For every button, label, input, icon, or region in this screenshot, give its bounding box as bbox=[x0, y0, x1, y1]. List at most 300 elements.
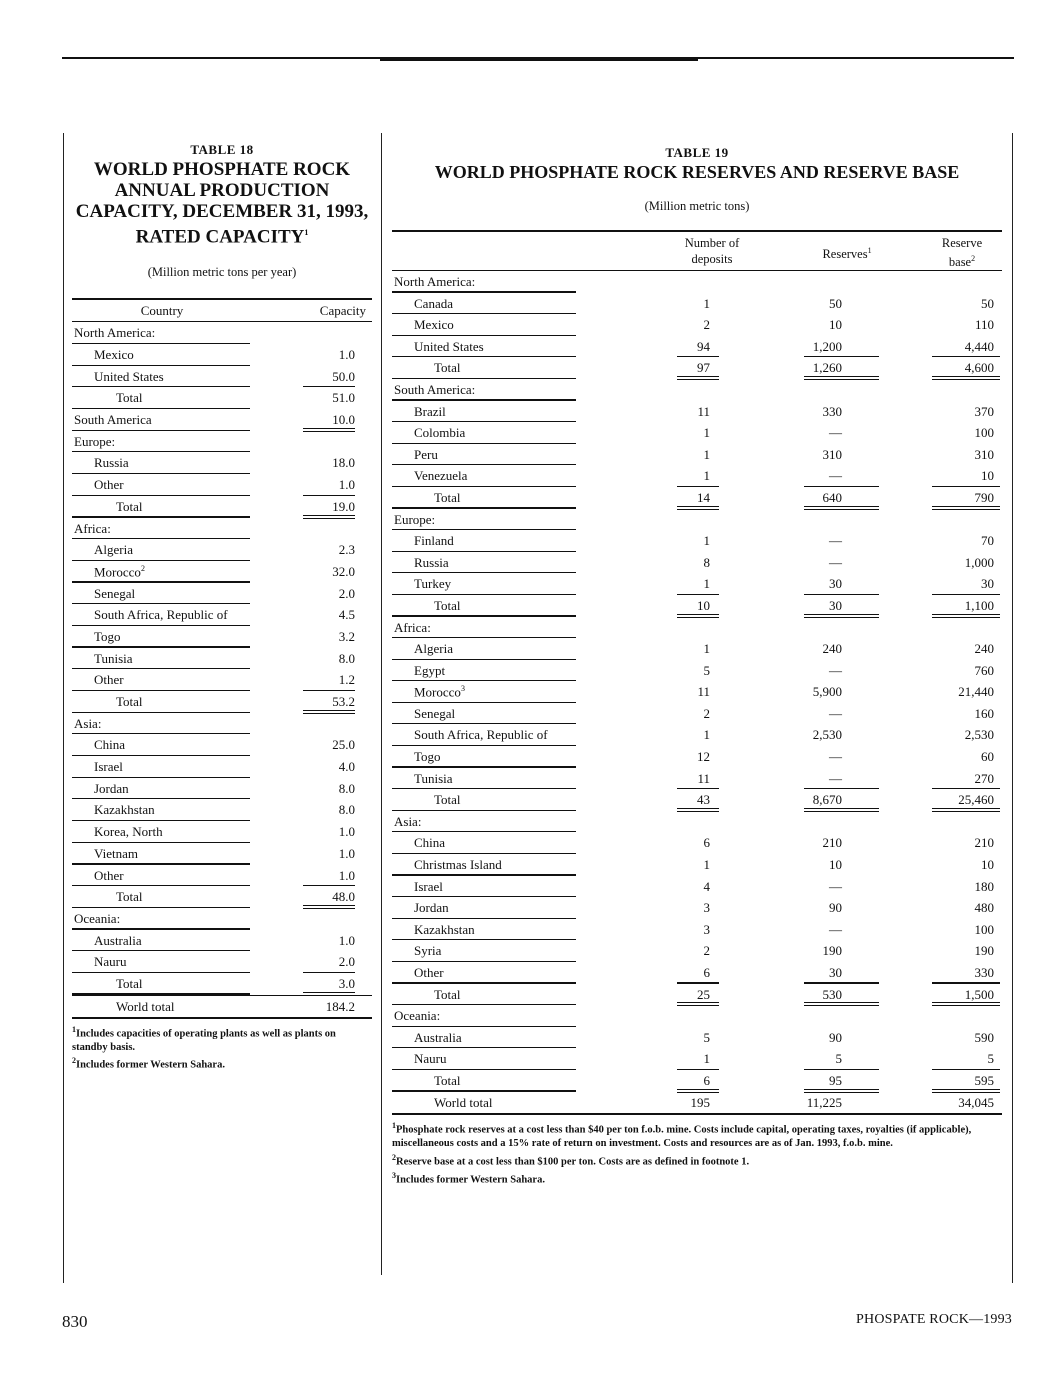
footnote-marker: 2 bbox=[392, 1152, 396, 1162]
row-label bbox=[414, 943, 441, 959]
reserve-base-value: 100 bbox=[974, 425, 994, 441]
row-label bbox=[94, 651, 133, 667]
row-label-text: Russia bbox=[94, 455, 129, 471]
capacity-value: 1.2 bbox=[338, 672, 355, 688]
row-label-text: Total bbox=[116, 975, 143, 991]
reserves-value: 30 bbox=[829, 965, 842, 980]
reserves-value: — bbox=[829, 770, 842, 786]
row-label bbox=[116, 976, 143, 992]
reserves-value: 30 bbox=[829, 576, 842, 592]
deposits-value: 1 bbox=[703, 425, 710, 441]
row-label bbox=[74, 716, 101, 732]
header-capacity: Capacity bbox=[319, 302, 366, 318]
header-reserve-base: Reserve base$^2$ bbox=[941, 236, 983, 270]
table-row bbox=[392, 552, 1002, 574]
reserve-base-value: 1,100 bbox=[964, 597, 994, 613]
table-row bbox=[392, 1070, 1002, 1092]
row-label-text: Jordan bbox=[94, 780, 129, 796]
row-label bbox=[94, 802, 155, 818]
footnote-text: Reserve base at a cost less than $100 per ton. Costs are as defined in footnote 1. bbox=[396, 1156, 750, 1168]
row-label-text: Kazakhstan bbox=[94, 802, 155, 818]
reserves-value: 50 bbox=[829, 295, 842, 311]
row-label-text: Egypt bbox=[414, 662, 446, 678]
reserve-base-value: 34,045 bbox=[958, 1094, 994, 1110]
reserves-value: — bbox=[829, 533, 842, 549]
deposits-value: 11 bbox=[697, 684, 710, 700]
table-row bbox=[72, 669, 372, 691]
row-label-text: Total bbox=[434, 360, 461, 376]
table-row bbox=[72, 843, 372, 865]
row-label-text: Europe: bbox=[74, 433, 116, 449]
table-row bbox=[392, 984, 1002, 1006]
reserves-value: 1,260 bbox=[812, 360, 842, 376]
reserve-base-value: 110 bbox=[974, 317, 994, 333]
table-row bbox=[72, 518, 372, 540]
footnote-text: Phosphate rock reserves at a cost less than $40 per ton f.o.b. mine. Costs include capital, operating taxes, royalties (if applicable), miscellaneous costs and a 15% rate of return on investment. Costs and resources are as of Jan. 1993, f.o.b. mine. bbox=[392, 1124, 972, 1150]
reserve-base-value: 310 bbox=[974, 446, 994, 462]
table-18-title-line: ANNUAL PRODUCTION bbox=[114, 180, 330, 201]
table-row bbox=[392, 789, 1002, 811]
footnote bbox=[392, 1169, 1002, 1187]
row-label-text: Mexico bbox=[414, 317, 454, 333]
row-label-text: Other bbox=[94, 672, 124, 688]
reserve-base-value: 5 bbox=[987, 1051, 994, 1067]
deposits-value: 14 bbox=[697, 489, 710, 505]
table-19-body bbox=[392, 271, 1002, 1115]
row-label-text: World total bbox=[434, 1094, 493, 1110]
table-row bbox=[392, 919, 1002, 941]
row-label bbox=[414, 533, 454, 549]
table-row bbox=[392, 1048, 1002, 1070]
reserve-base-value: 760 bbox=[974, 662, 994, 678]
left-margin-rule bbox=[63, 133, 64, 1283]
reserves-value: 190 bbox=[822, 943, 842, 959]
capacity-value: 25.0 bbox=[332, 737, 355, 753]
table-19-unit: (Million metric tons) bbox=[644, 199, 750, 213]
row-label-text: Asia: bbox=[394, 813, 422, 829]
capacity-value: 10.0 bbox=[332, 412, 355, 428]
table-row bbox=[72, 713, 372, 735]
row-label bbox=[94, 868, 124, 884]
table-18-title-line: WORLD PHOSPHATE ROCK bbox=[93, 159, 351, 180]
table-row bbox=[392, 573, 1002, 595]
table-row bbox=[392, 638, 1002, 660]
row-label-text: Mexico bbox=[94, 347, 134, 363]
row-label-text: Nauru bbox=[94, 954, 127, 970]
capacity-value: 19.0 bbox=[332, 498, 355, 514]
row-label-text: North America: bbox=[394, 274, 476, 289]
reserve-base-value: 4,600 bbox=[964, 360, 994, 376]
row-label bbox=[74, 521, 111, 537]
table-row bbox=[72, 778, 372, 800]
row-label bbox=[94, 824, 163, 840]
row-label bbox=[414, 684, 465, 700]
row-label bbox=[116, 499, 143, 515]
table-18-unit: (Million metric tons per year) bbox=[147, 265, 297, 280]
row-label bbox=[414, 857, 502, 873]
table-row bbox=[392, 1005, 1002, 1027]
row-label bbox=[94, 846, 138, 862]
table-18-number: TABLE 18 bbox=[190, 142, 254, 157]
row-label bbox=[414, 468, 467, 484]
row-label-text: Total bbox=[116, 390, 143, 406]
row-label-text: Finland bbox=[414, 533, 454, 549]
row-label-text: China bbox=[94, 737, 126, 753]
row-label bbox=[94, 759, 123, 775]
capacity-value: 8.0 bbox=[338, 802, 355, 818]
row-label bbox=[434, 490, 461, 506]
table-row bbox=[72, 908, 372, 930]
reserves-value: 11,225 bbox=[806, 1094, 842, 1110]
reserve-base-value: 370 bbox=[974, 403, 994, 419]
row-label bbox=[394, 274, 475, 290]
row-label-text: Jordan bbox=[414, 900, 449, 916]
capacity-value: 4.0 bbox=[338, 759, 355, 775]
row-label bbox=[434, 987, 461, 1003]
row-label bbox=[414, 641, 453, 657]
deposits-value: 10 bbox=[697, 597, 710, 613]
deposits-value: 2 bbox=[703, 705, 710, 721]
reserves-value: 530 bbox=[822, 986, 842, 1002]
row-label-text: Australia bbox=[94, 932, 142, 948]
reserves-value: 640 bbox=[822, 489, 842, 505]
column-divider-rule bbox=[381, 133, 382, 1275]
row-label bbox=[94, 607, 228, 623]
capacity-value: 4.5 bbox=[338, 607, 355, 623]
table-row bbox=[72, 648, 372, 670]
capacity-value: 2.3 bbox=[338, 542, 355, 558]
row-label-text: Colombia bbox=[414, 425, 466, 441]
row-label bbox=[414, 663, 445, 679]
reserve-base-value: 270 bbox=[974, 770, 994, 786]
deposits-value: 12 bbox=[697, 749, 710, 765]
row-label-text: Total bbox=[434, 792, 461, 808]
row-label-text: Nauru bbox=[414, 1051, 447, 1067]
deposits-value: 2 bbox=[703, 317, 710, 333]
deposits-value: 1 bbox=[703, 641, 710, 657]
reserve-base-value: 50 bbox=[981, 295, 994, 311]
table-18-body bbox=[72, 322, 372, 1019]
table-row bbox=[72, 431, 372, 453]
deposits-value: 1 bbox=[703, 446, 710, 462]
reserve-base-value: 210 bbox=[974, 835, 994, 851]
row-label bbox=[394, 512, 435, 528]
row-label bbox=[94, 347, 134, 363]
table-row bbox=[72, 886, 372, 908]
deposits-value: 11 bbox=[697, 403, 710, 419]
footnote-marker: 2 bbox=[72, 1055, 76, 1065]
row-label-text: Total bbox=[434, 1072, 461, 1088]
row-label bbox=[414, 555, 449, 571]
row-label-text: North America: bbox=[74, 325, 156, 341]
table-row bbox=[392, 703, 1002, 725]
row-label bbox=[414, 900, 449, 916]
capacity-value: 50.0 bbox=[332, 368, 355, 384]
row-label bbox=[74, 911, 120, 927]
row-label-text: Total bbox=[434, 986, 461, 1002]
reserves-value: 95 bbox=[829, 1072, 842, 1088]
row-label-text: United States bbox=[414, 338, 484, 354]
row-label-text: Peru bbox=[414, 446, 438, 462]
capacity-value: 8.0 bbox=[338, 650, 355, 666]
table-18-title bbox=[72, 159, 372, 247]
footnote-marker: 1 bbox=[72, 1025, 76, 1035]
row-label-text: Morocco bbox=[94, 564, 141, 580]
table-18-footnotes bbox=[72, 1023, 372, 1071]
deposits-value: 1 bbox=[703, 1051, 710, 1067]
table-row bbox=[72, 951, 372, 973]
row-label bbox=[116, 889, 143, 905]
reserves-value: 90 bbox=[829, 1029, 842, 1045]
table-row bbox=[72, 452, 372, 474]
reserve-base-value: 60 bbox=[981, 749, 994, 765]
row-label bbox=[414, 447, 438, 463]
reserves-value: 1,200 bbox=[812, 338, 842, 354]
reserves-value: 2,530 bbox=[812, 727, 842, 743]
footnote bbox=[392, 1151, 1002, 1169]
reserves-value: — bbox=[829, 425, 842, 441]
table-row bbox=[392, 487, 1002, 509]
table-row bbox=[72, 496, 372, 518]
row-label bbox=[74, 434, 115, 450]
table-row bbox=[72, 366, 372, 388]
table-row bbox=[72, 344, 372, 366]
footnote-text: Includes former Western Sahara. bbox=[76, 1059, 225, 1071]
reserve-base-value: 4,440 bbox=[964, 338, 994, 354]
table-row bbox=[72, 865, 372, 887]
right-margin-rule bbox=[1012, 133, 1013, 1283]
deposits-value: 3 bbox=[703, 900, 710, 916]
row-label-text: Australia bbox=[414, 1029, 462, 1045]
deposits-value: 6 bbox=[703, 965, 710, 980]
table-row bbox=[392, 681, 1002, 703]
table-row bbox=[392, 768, 1002, 790]
table-row bbox=[392, 660, 1002, 682]
table-18-title-line: CAPACITY, DECEMBER 31, 1993, bbox=[75, 201, 369, 222]
row-label-text: Vietnam bbox=[94, 845, 138, 861]
deposits-value: 1 bbox=[703, 576, 710, 592]
deposits-value: 2 bbox=[703, 943, 710, 959]
reserves-value: 5 bbox=[835, 1051, 842, 1067]
table-row bbox=[392, 1027, 1002, 1049]
table-19 bbox=[392, 145, 1002, 1187]
capacity-value: 18.0 bbox=[332, 455, 355, 471]
table-19-title: WORLD PHOSPHATE ROCK RESERVES AND RESERVE BASE bbox=[434, 162, 960, 182]
row-label bbox=[414, 576, 451, 592]
row-label-text: Christmas Island bbox=[414, 857, 502, 873]
table-row bbox=[72, 691, 372, 713]
table-row bbox=[392, 509, 1002, 531]
row-label bbox=[414, 317, 454, 333]
table-row bbox=[72, 539, 372, 561]
row-label-text: Asia: bbox=[74, 715, 102, 731]
footnote-marker: 1 bbox=[392, 1121, 396, 1131]
reserves-value: — bbox=[829, 468, 842, 484]
reserve-base-value: 330 bbox=[974, 965, 994, 980]
deposits-value: 195 bbox=[690, 1094, 710, 1110]
capacity-value: 1.0 bbox=[338, 824, 355, 840]
table-row bbox=[392, 465, 1002, 487]
reserves-value: 30 bbox=[829, 597, 842, 613]
capacity-value: 3.2 bbox=[338, 628, 355, 644]
row-label-text: Senegal bbox=[414, 705, 456, 721]
row-label bbox=[116, 999, 175, 1015]
row-label bbox=[414, 749, 441, 765]
row-label-text: Togo bbox=[94, 628, 121, 644]
row-label-text: Brazil bbox=[414, 403, 446, 419]
table-row bbox=[392, 271, 1002, 293]
running-head: PHOSPATE ROCK—1993 bbox=[856, 1312, 1012, 1327]
reserve-base-value: 590 bbox=[974, 1029, 994, 1045]
row-label bbox=[434, 792, 461, 808]
table-row bbox=[72, 756, 372, 778]
row-label bbox=[74, 325, 155, 341]
reserves-value: 90 bbox=[829, 900, 842, 916]
row-label bbox=[94, 586, 135, 602]
row-label-text: Turkey bbox=[414, 576, 452, 592]
row-label bbox=[94, 477, 124, 493]
reserve-base-value: 21,440 bbox=[958, 684, 994, 700]
reserves-value: 310 bbox=[822, 446, 842, 462]
table-row bbox=[392, 401, 1002, 423]
row-label-text: Other bbox=[94, 867, 124, 883]
reserve-base-value: 10 bbox=[981, 468, 994, 484]
row-label bbox=[414, 425, 465, 441]
reserves-value: 330 bbox=[822, 403, 842, 419]
table-19-number: TABLE 19 bbox=[665, 145, 729, 160]
row-label bbox=[414, 1051, 447, 1067]
deposits-value: 8 bbox=[703, 554, 710, 570]
row-label bbox=[94, 629, 121, 645]
reserve-base-value: 180 bbox=[974, 878, 994, 894]
table-row bbox=[72, 409, 372, 431]
row-label bbox=[94, 542, 133, 558]
header-reserves: Reserves$^1$ bbox=[822, 246, 872, 262]
row-label-text: Total bbox=[116, 889, 143, 905]
capacity-value: 53.2 bbox=[332, 694, 355, 710]
reserves-value: 10 bbox=[829, 857, 842, 873]
reserves-value: — bbox=[829, 662, 842, 678]
row-label bbox=[434, 1095, 493, 1111]
footnote-marker: 2 bbox=[140, 563, 145, 573]
deposits-value: 1 bbox=[703, 533, 710, 549]
reserve-base-value: 1,000 bbox=[964, 554, 994, 570]
row-label bbox=[414, 296, 453, 312]
capacity-value: 1.0 bbox=[338, 347, 355, 363]
table-18-header bbox=[72, 298, 372, 322]
table-row bbox=[72, 626, 372, 648]
capacity-value: 32.0 bbox=[332, 563, 355, 579]
row-label-text: Togo bbox=[414, 749, 441, 765]
header-number-of-deposits: Number of deposits bbox=[684, 236, 740, 266]
row-label-text: Tunisia bbox=[94, 650, 133, 666]
row-label bbox=[434, 360, 461, 376]
footnote-text: Includes capacities of operating plants as well as plants on standby basis. bbox=[72, 1028, 336, 1053]
table-row bbox=[392, 530, 1002, 552]
reserve-base-value: 25,460 bbox=[958, 792, 994, 808]
table-row bbox=[392, 746, 1002, 768]
table-row bbox=[392, 314, 1002, 336]
top-rule-accent bbox=[380, 58, 698, 61]
capacity-value: 1.0 bbox=[338, 477, 355, 493]
row-label bbox=[394, 1008, 440, 1024]
row-label bbox=[74, 412, 152, 428]
row-label-text: Oceania: bbox=[74, 910, 121, 926]
table-row bbox=[72, 734, 372, 756]
row-label bbox=[434, 598, 461, 614]
row-label bbox=[394, 814, 421, 830]
row-label-text: Total bbox=[116, 694, 143, 710]
table-row bbox=[392, 940, 1002, 962]
reserves-value: — bbox=[829, 705, 842, 721]
table-row bbox=[72, 387, 372, 409]
row-label-text: Israel bbox=[94, 759, 123, 775]
row-label-text: Israel bbox=[414, 878, 443, 894]
table-18 bbox=[72, 142, 372, 1071]
footnote bbox=[72, 1023, 372, 1054]
table-19-footnotes bbox=[392, 1119, 1002, 1187]
row-label bbox=[94, 369, 164, 385]
capacity-value: 8.0 bbox=[338, 780, 355, 796]
table-row bbox=[72, 799, 372, 821]
capacity-value: 1.0 bbox=[338, 867, 355, 883]
reserve-base-value: 2,530 bbox=[964, 727, 994, 743]
footnote-text: Includes former Western Sahara. bbox=[396, 1174, 545, 1186]
reserves-value: — bbox=[829, 749, 842, 765]
row-label-text: Europe: bbox=[394, 511, 436, 527]
row-label bbox=[94, 954, 127, 970]
row-label-text: South America: bbox=[394, 381, 476, 397]
row-label bbox=[394, 382, 475, 398]
row-label-text: Morocco bbox=[414, 684, 461, 700]
row-label bbox=[414, 1030, 462, 1046]
footnote-marker: 3 bbox=[460, 684, 465, 694]
table-row bbox=[72, 561, 372, 583]
row-label bbox=[434, 1073, 461, 1089]
row-label-text: South Africa, Republic of bbox=[414, 727, 548, 743]
table-row bbox=[392, 595, 1002, 617]
deposits-value: 5 bbox=[703, 662, 710, 678]
table-row bbox=[392, 962, 1002, 984]
table-row bbox=[72, 583, 372, 605]
deposits-value: 6 bbox=[703, 835, 710, 851]
deposits-value: 11 bbox=[697, 770, 710, 786]
capacity-value: 184.2 bbox=[325, 998, 355, 1014]
table-row bbox=[392, 876, 1002, 898]
row-label bbox=[94, 737, 125, 753]
row-label bbox=[414, 835, 445, 851]
row-label bbox=[94, 933, 142, 949]
row-label bbox=[116, 694, 143, 710]
reserves-value: 8,670 bbox=[812, 792, 842, 808]
footnote bbox=[392, 1119, 1002, 1151]
table-row bbox=[392, 897, 1002, 919]
capacity-value: 1.0 bbox=[338, 932, 355, 948]
deposits-value: 3 bbox=[703, 921, 710, 937]
deposits-value: 5 bbox=[703, 1029, 710, 1045]
reserves-value: — bbox=[829, 921, 842, 937]
deposits-value: 1 bbox=[703, 295, 710, 311]
row-label-text: Africa: bbox=[74, 520, 111, 536]
deposits-value: 4 bbox=[703, 878, 710, 894]
table-row bbox=[392, 1092, 1002, 1116]
reserve-base-value: 480 bbox=[974, 900, 994, 916]
capacity-value: 51.0 bbox=[332, 390, 355, 406]
row-label bbox=[94, 781, 129, 797]
table-row bbox=[392, 854, 1002, 876]
row-label-text: Korea, North bbox=[94, 824, 163, 840]
row-label-text: Syria bbox=[414, 943, 442, 959]
